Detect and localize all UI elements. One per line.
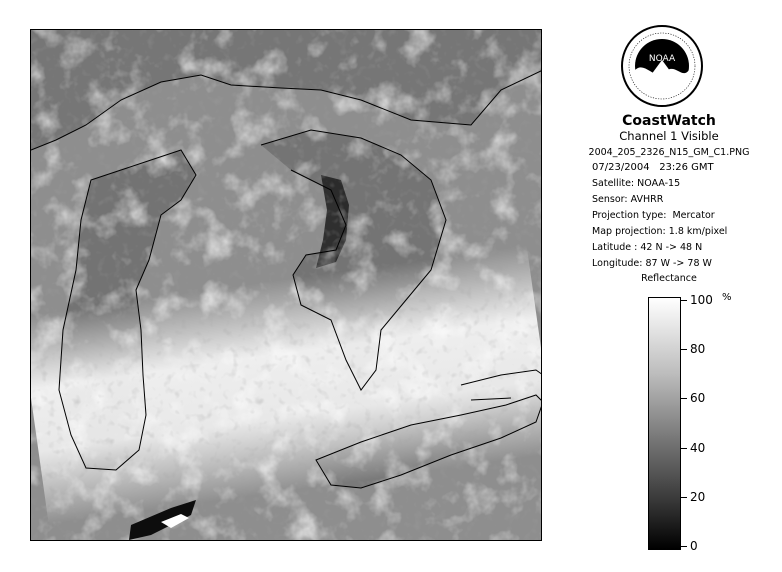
meta-label: Map projection: [592,226,666,237]
meta-label: Longitude: [592,258,643,269]
meta-label: Sensor: [592,194,628,205]
file-name: 2004_205_2326_N15_GM_C1.PNG [588,147,750,158]
meta-value: 42 N -> 48 N [640,242,703,253]
meta-label: Satellite: [592,178,635,189]
meta-value: 1.8 km/pixel [668,226,728,237]
meta-projection-type [592,209,715,223]
noaa-seal-text: NOAA [648,54,676,64]
colorbar-tick [681,349,687,350]
noaa-logo [620,24,704,108]
meta-value: NOAA-15 [637,178,681,189]
noaa-seal-icon [620,24,704,108]
brand-title: CoastWatch [622,113,716,129]
colorbar-tick-label: 80 [690,342,706,356]
meta-satellite [592,177,680,191]
meta-value: AVHRR [630,194,664,205]
surface-speckle [31,30,542,541]
colorbar-tick-label: 60 [690,391,706,405]
meta-label: Projection type: [592,210,667,221]
meta-value: Mercator [672,210,715,221]
meta-sensor [592,193,663,207]
acquisition-date: 07/23/2004 [592,162,650,173]
colorbar-tick [681,300,687,301]
legend-title: Reflectance [641,273,697,284]
meta-value: 87 W -> 78 W [645,258,712,269]
colorbar-tick-label: 20 [690,490,706,504]
colorbar-tick-label: 0 [690,539,698,553]
acquisition-datetime [588,161,772,175]
colorbar-tick [681,448,687,449]
satellite-map [30,29,542,541]
reflectance-colorbar [648,297,681,550]
meta-map-projection [592,225,727,239]
colorbar-tick-label: 40 [690,441,706,455]
meta-label: Latitude : [592,242,638,253]
colorbar-tick [681,497,687,498]
colorbar-tick [681,398,687,399]
legend-unit: % [722,292,732,303]
map-imagery [31,30,542,541]
meta-latitude [592,241,702,255]
colorbar-tick-label: 100 [690,293,713,307]
meta-longitude [592,257,712,271]
channel-name: Channel 1 Visible [619,129,719,143]
colorbar-tick [681,546,687,547]
acquisition-time: 23:26 GMT [659,162,714,173]
